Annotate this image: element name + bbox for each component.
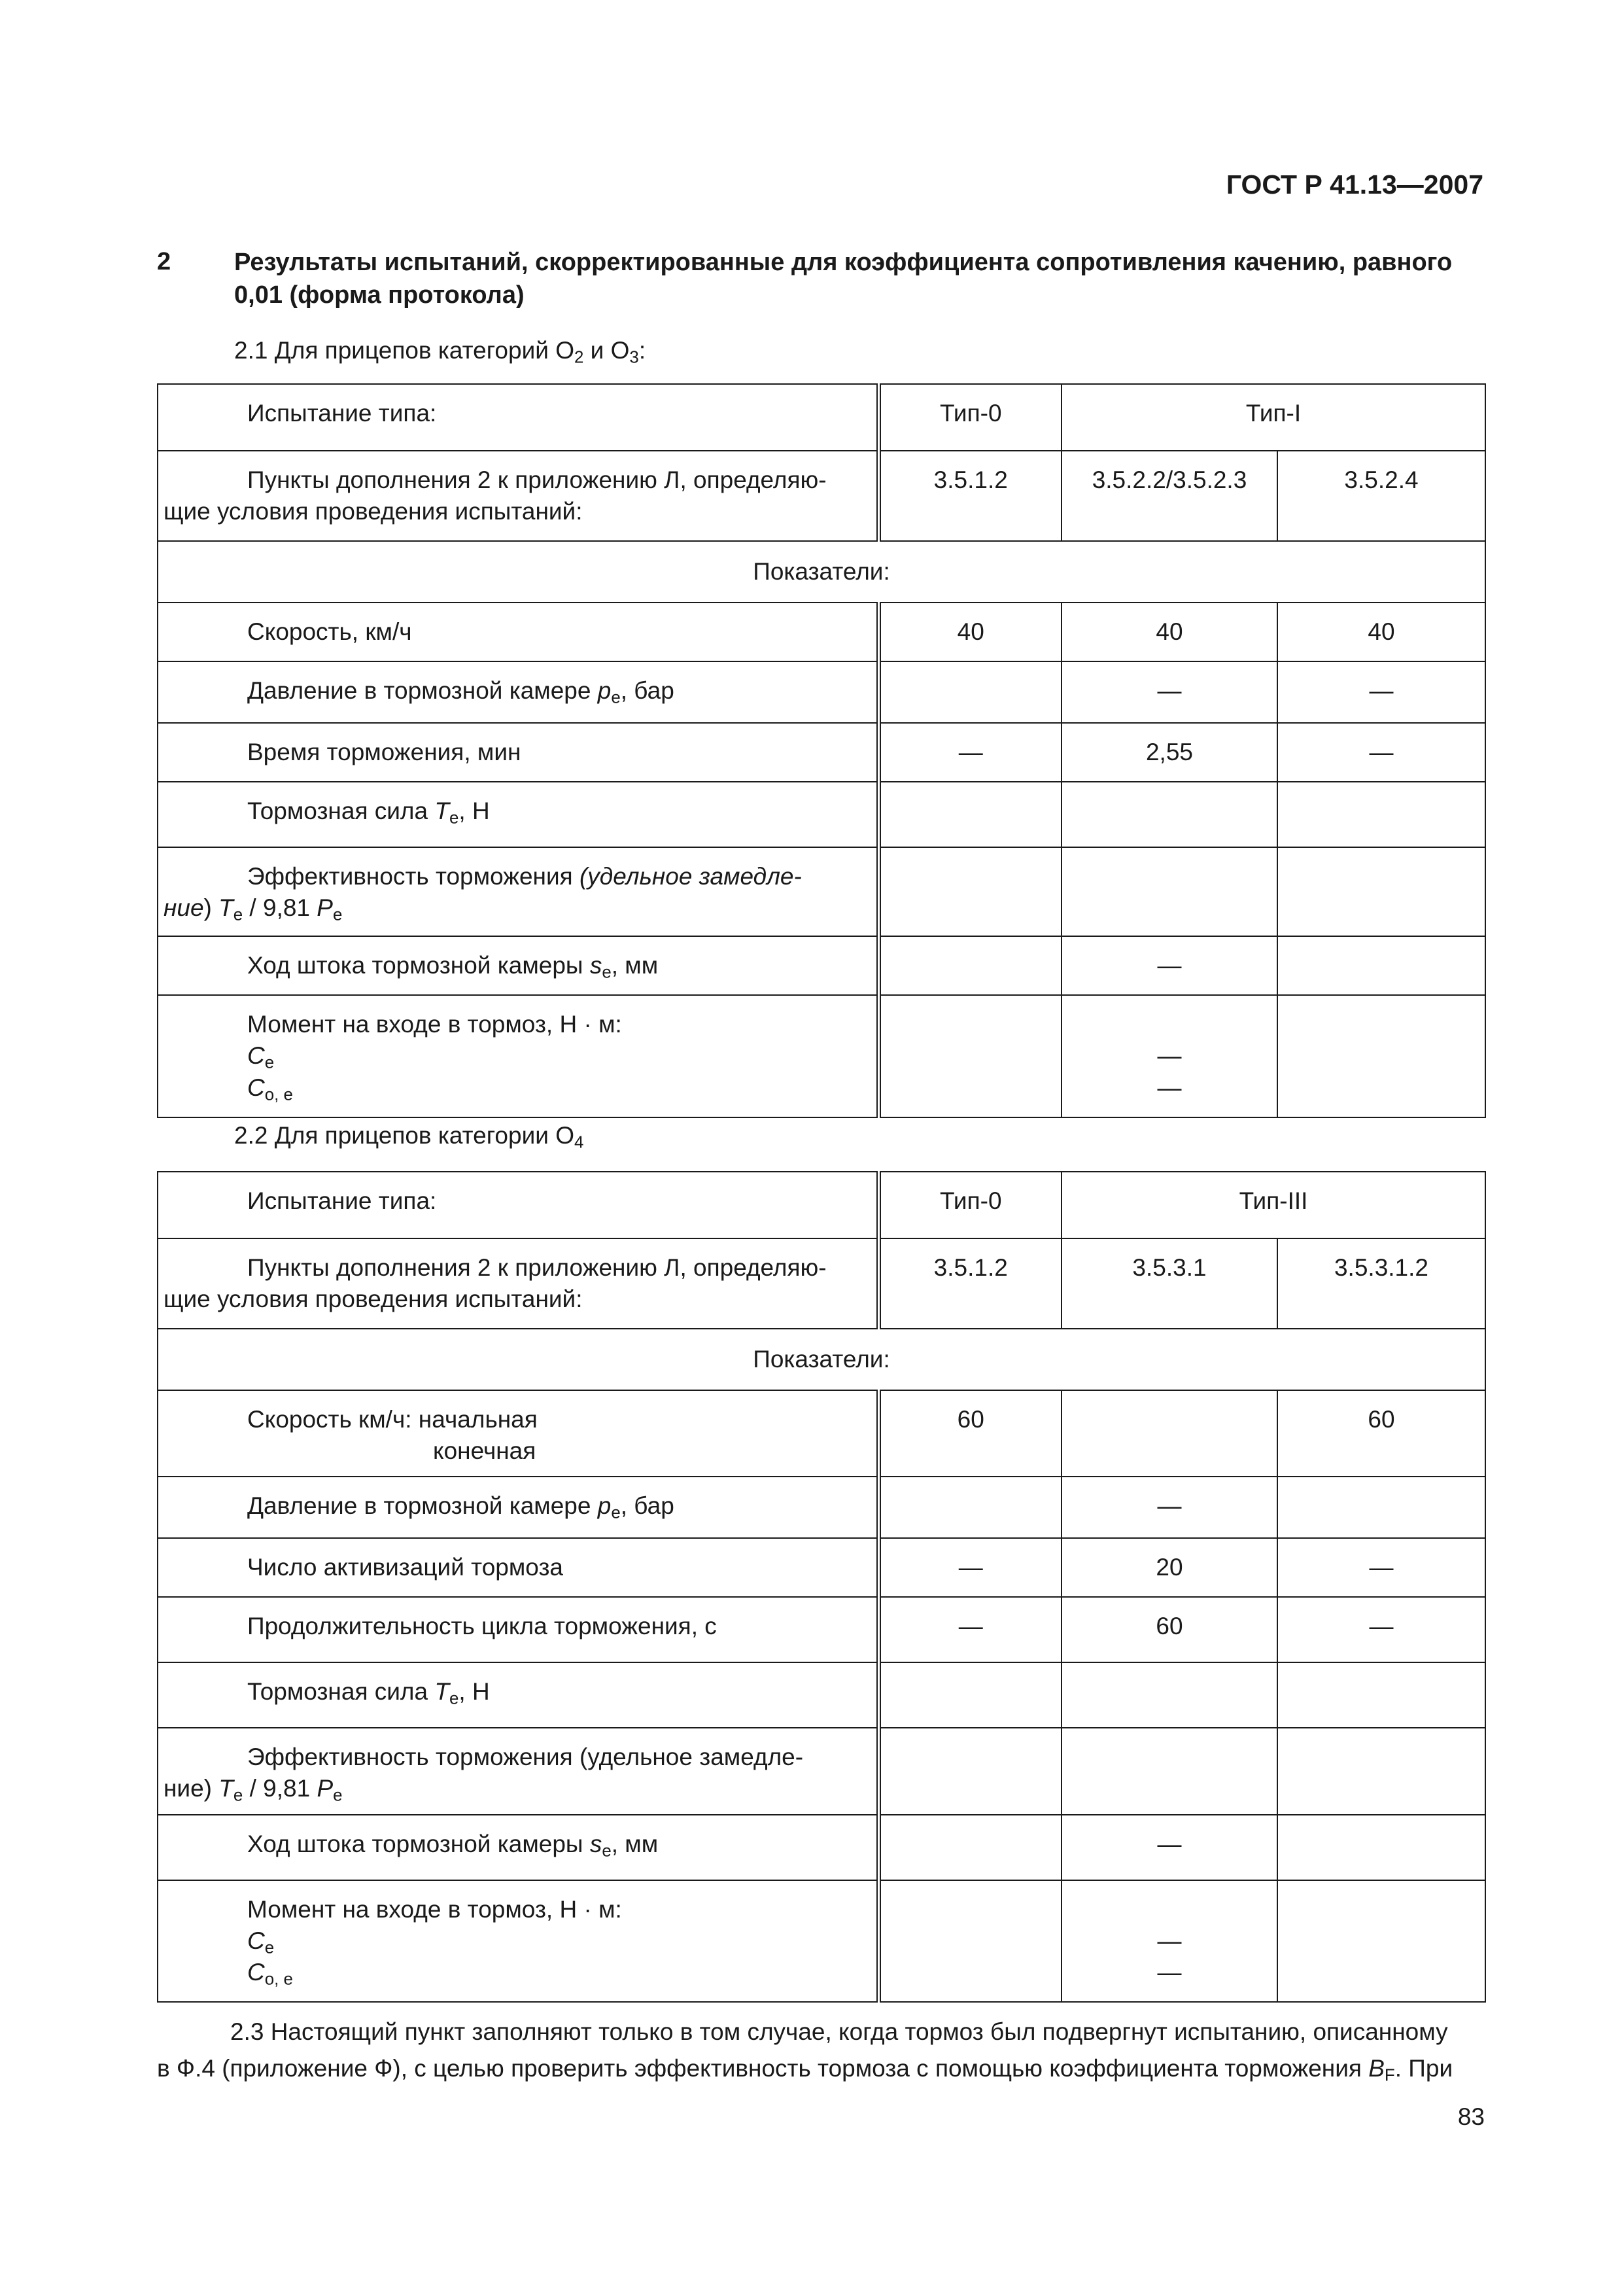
stroke-label: Ход штока тормозной камеры $s_e$, мм — [158, 936, 878, 995]
value-cell — [878, 995, 1062, 1117]
pressure-label: Давление в тормозной камере $p_e$, бар — [158, 661, 878, 723]
value-cell: — — [1062, 1477, 1277, 1538]
value-cell: — — [878, 723, 1062, 782]
table-row — [158, 1662, 1485, 1728]
value-cell — [1277, 1662, 1485, 1728]
value-cell — [878, 1815, 1062, 1880]
table-row — [158, 1728, 1485, 1814]
value-cell — [878, 1728, 1062, 1814]
value-cell — [1277, 1728, 1485, 1814]
value-cell: 60 — [1062, 1597, 1277, 1662]
test-type-label: Испытание типа: — [158, 1172, 878, 1238]
value-cell — [878, 661, 1062, 723]
braking-time-label: Время торможения, мин — [158, 723, 878, 782]
stroke-label: Ход штока тормозной камеры $s_e$, мм — [158, 1815, 878, 1880]
table-row — [158, 1238, 1485, 1329]
efficiency-label: Эффективность торможения (удельное замедле- ние) $T_e / 9,81$ $P_e$ — [158, 847, 878, 936]
table-row — [158, 451, 1485, 541]
value-cell: — — [1062, 936, 1277, 995]
value-cell: — — [1277, 661, 1485, 723]
table-row — [158, 1538, 1485, 1597]
type0-header: Тип-0 — [878, 1172, 1062, 1238]
value-cell — [1277, 1880, 1485, 2002]
table-row — [158, 541, 1485, 603]
table-row — [158, 661, 1485, 723]
value-cell — [878, 936, 1062, 995]
type-iii-header: Тип-III — [1062, 1172, 1485, 1238]
subsection-2-2-heading: 2.2 Для прицепов категории $O_4$ — [234, 1122, 584, 1152]
value-cell: — — — [1062, 1880, 1277, 2002]
table-trailers-o2-o3 — [157, 383, 1486, 1118]
section-number: 2 — [157, 248, 171, 275]
braking-force-label: Тормозная сила $T_e$, Н — [158, 1662, 878, 1728]
value-cell: — — [878, 1597, 1062, 1662]
table-row — [158, 1390, 1485, 1477]
clauses-label: Пункты дополнения 2 к приложению Л, определяю- щие условия проведения испытаний: — [158, 451, 878, 541]
torque-label: Момент на входе в тормоз, Н · м: $C_e$ $C_{o, e}$ — [158, 1880, 878, 2002]
table-trailers-o4 — [157, 1171, 1486, 2003]
value-cell — [878, 782, 1062, 847]
value-cell: 40 — [1062, 603, 1277, 661]
clause-cell: 3.5.1.2 — [878, 451, 1062, 541]
value-cell — [1277, 936, 1485, 995]
value-cell: — — [878, 1538, 1062, 1597]
value-cell: 60 — [878, 1390, 1062, 1477]
value-cell: — — [1062, 661, 1277, 723]
table-row — [158, 995, 1485, 1117]
value-cell: 40 — [1277, 603, 1485, 661]
value-cell: 40 — [878, 603, 1062, 661]
value-cell — [1277, 1815, 1485, 1880]
value-cell — [878, 1880, 1062, 2002]
table-row — [158, 936, 1485, 995]
table-row — [158, 1329, 1485, 1390]
value-cell — [878, 1662, 1062, 1728]
value-cell — [1062, 1662, 1277, 1728]
table-row — [158, 603, 1485, 661]
indicators-header: Показатели: — [158, 541, 1485, 603]
table-row — [158, 1880, 1485, 2002]
activations-label: Число активизаций тормоза — [158, 1538, 878, 1597]
value-cell — [1277, 995, 1485, 1117]
page-number: 83 — [1457, 2103, 1485, 2130]
value-cell: 2,55 — [1062, 723, 1277, 782]
value-cell: — — [1062, 1815, 1277, 1880]
indicators-header: Показатели: — [158, 1329, 1485, 1390]
cycle-duration-label: Продолжительность цикла торможения, с — [158, 1597, 878, 1662]
table-row — [158, 847, 1485, 936]
type0-header: Тип-0 — [878, 384, 1062, 451]
pressure-label: Давление в тормозной камере $p_e$, бар — [158, 1477, 878, 1538]
note-2-3: 2.3 Настоящий пункт заполняют только в том случае, когда тормоз был подвергнут испытанию, описанному в Ф.4 (приложение Ф), с целью проверить эффективность тормоза с помощью коэффициента торможения $B_F$. При — [157, 2018, 1453, 2084]
subsection-2-1-heading: 2.1 Для прицепов категорий $O_2$ и $O_3$: — [234, 337, 646, 367]
value-cell: 60 — [1277, 1390, 1485, 1477]
clause-cell: 3.5.1.2 — [878, 1238, 1062, 1329]
value-cell: — — — [1062, 995, 1277, 1117]
table-row — [158, 1172, 1485, 1238]
clause-cell: 3.5.2.2/3.5.2.3 — [1062, 451, 1277, 541]
value-cell: — — [1277, 1597, 1485, 1662]
clause-cell: 3.5.3.1.2 — [1277, 1238, 1485, 1329]
type-i-header: Тип-I — [1062, 384, 1485, 451]
table-row — [158, 723, 1485, 782]
clauses-label: Пункты дополнения 2 к приложению Л, определяю- щие условия проведения испытаний: — [158, 1238, 878, 1329]
table-row — [158, 1815, 1485, 1880]
table-row — [158, 1597, 1485, 1662]
clause-cell: 3.5.3.1 — [1062, 1238, 1277, 1329]
value-cell — [1062, 847, 1277, 936]
section-title: Результаты испытаний, скорректированные для коэффициента сопротивления качению, равного 0,01 (форма протокола) — [234, 249, 1453, 309]
value-cell — [1062, 782, 1277, 847]
value-cell — [1062, 1728, 1277, 1814]
document-id: ГОСТ Р 41.13—2007 — [1226, 169, 1483, 200]
value-cell — [1277, 782, 1485, 847]
efficiency-label: Эффективность торможения (удельное замедле- ние) $T_e / 9,81$ $P_e$ — [158, 1728, 878, 1814]
value-cell — [1277, 847, 1485, 936]
value-cell: — — [1277, 1538, 1485, 1597]
value-cell — [1277, 1477, 1485, 1538]
table-row — [158, 782, 1485, 847]
value-cell: — — [1277, 723, 1485, 782]
table-row — [158, 1477, 1485, 1538]
value-cell — [878, 847, 1062, 936]
test-type-label: Испытание типа: — [158, 384, 878, 451]
speed-label: Скорость, км/ч — [158, 603, 878, 661]
table-row — [158, 384, 1485, 451]
value-cell — [1062, 1390, 1277, 1477]
speed-label: Скорость км/ч: начальная конечная — [158, 1390, 878, 1477]
value-cell: 20 — [1062, 1538, 1277, 1597]
clause-cell: 3.5.2.4 — [1277, 451, 1485, 541]
torque-label: Момент на входе в тормоз, Н · м: $C_e$ $C_{o, e}$ — [158, 995, 878, 1117]
braking-force-label: Тормозная сила $T_e$, Н — [158, 782, 878, 847]
value-cell — [878, 1477, 1062, 1538]
